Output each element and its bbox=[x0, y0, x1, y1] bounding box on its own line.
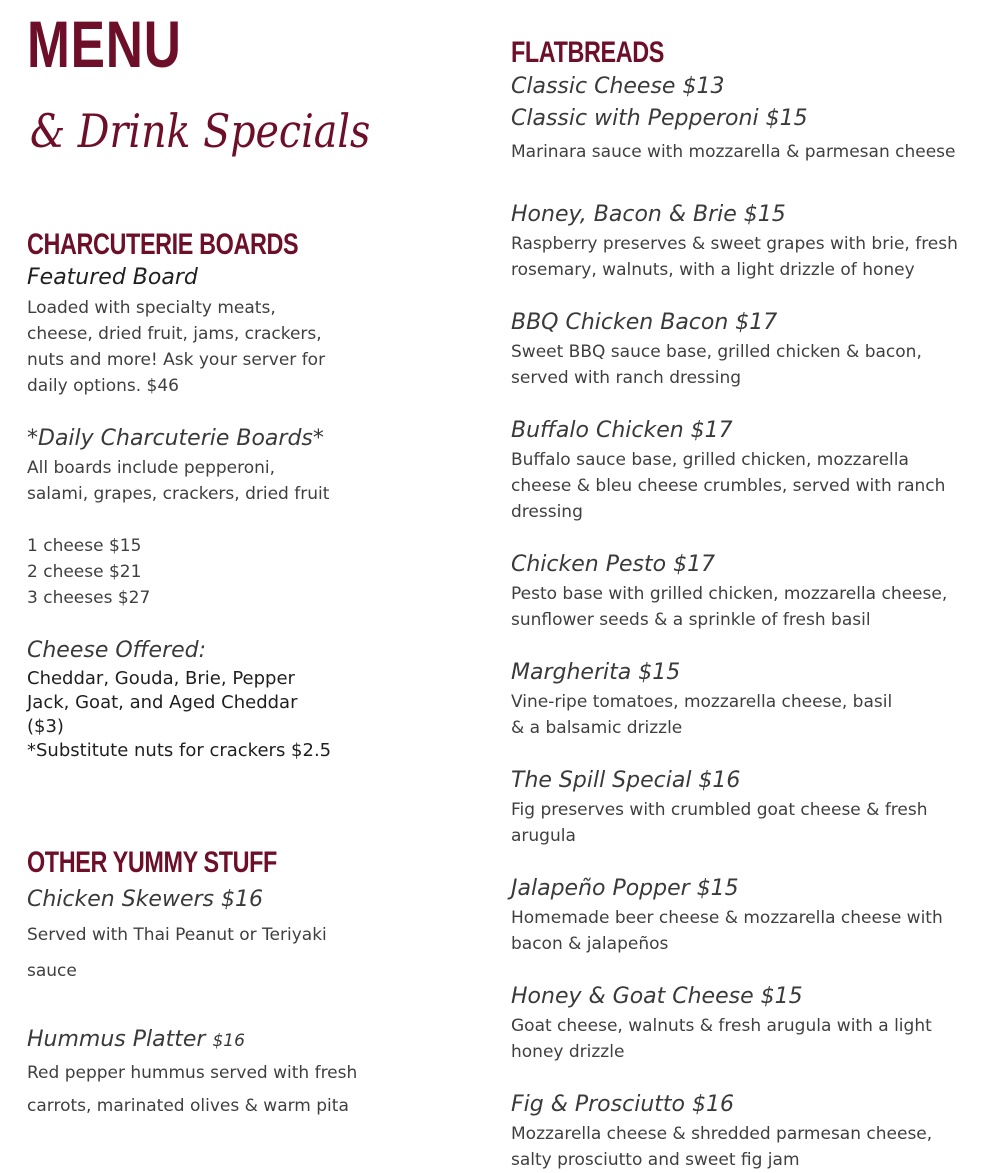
chicken-skewers-name: Chicken Skewers $16 bbox=[27, 887, 263, 912]
daily-boards-description bbox=[27, 455, 329, 507]
flatbread-item-description bbox=[511, 447, 945, 525]
flatbread-item-name: Jalapeño Popper $15 bbox=[511, 876, 739, 901]
description-line: dressing bbox=[511, 502, 583, 522]
classic-cheese-name: Classic Cheese $13 bbox=[511, 74, 725, 99]
description-line: *Substitute nuts for crackers $2.5 bbox=[27, 740, 332, 761]
cheese-price: 3 cheeses $27 bbox=[27, 588, 151, 608]
description-line: Homemade beer cheese & mozzarella cheese with bbox=[511, 908, 943, 928]
description-line: ($3) bbox=[27, 716, 64, 737]
flatbread-item-description bbox=[511, 905, 943, 957]
cheese-offered-label: Cheese Offered: bbox=[27, 638, 207, 663]
cheese-price-list bbox=[27, 533, 150, 611]
daily-boards-name: *Daily Charcuterie Boards* bbox=[27, 426, 324, 451]
description-line: All boards include pepperoni, bbox=[27, 458, 276, 478]
flatbread-item-name: BBQ Chicken Bacon $17 bbox=[511, 310, 778, 335]
description-line: bacon & jalapeños bbox=[511, 934, 669, 954]
description-line: served with ranch dressing bbox=[511, 368, 742, 388]
description-line: carrots, marinated olives & warm pita bbox=[27, 1096, 349, 1116]
flatbread-item-description bbox=[511, 1121, 932, 1173]
description-line: Sweet BBQ sauce base, grilled chicken & bacon, bbox=[511, 342, 922, 362]
flatbread-item-description bbox=[511, 797, 928, 849]
description-line: Mozzarella cheese & shredded parmesan cheese, bbox=[511, 1124, 933, 1144]
description-line: Served with Thai Peanut or Teriyaki bbox=[27, 925, 327, 945]
description-line: salty prosciutto and sweet fig jam bbox=[511, 1150, 800, 1170]
description-line: Goat cheese, walnuts & fresh arugula with a light bbox=[511, 1016, 932, 1036]
cheese-price: 2 cheese $21 bbox=[27, 562, 142, 582]
description-line: Buffalo sauce base, grilled chicken, mozzarella bbox=[511, 450, 909, 470]
description-line: Loaded with specialty meats, bbox=[27, 298, 276, 318]
flatbread-item-description bbox=[511, 231, 958, 283]
classic-pepperoni-name: Classic with Pepperoni $15 bbox=[511, 106, 808, 131]
flatbread-item-description bbox=[511, 339, 922, 391]
flatbread-item-description bbox=[511, 689, 892, 741]
description-line: Pesto base with grilled chicken, mozzarella cheese, bbox=[511, 584, 948, 604]
hummus-platter-price: $16 bbox=[212, 1031, 245, 1051]
description-line: Fig preserves with crumbled goat cheese & fresh bbox=[511, 800, 928, 820]
description-line: Marinara sauce with mozzarella & parmesan cheese bbox=[511, 142, 956, 162]
hummus-platter-description bbox=[27, 1057, 357, 1123]
description-line: cheese, dried fruit, jams, crackers, bbox=[27, 324, 322, 344]
description-line: sauce bbox=[27, 961, 77, 981]
flatbread-item-name: Honey, Bacon & Brie $15 bbox=[511, 202, 786, 227]
hummus-platter-name bbox=[27, 1025, 245, 1056]
description-line: daily options. $46 bbox=[27, 376, 179, 396]
description-line: sunflower seeds & a sprinkle of fresh basil bbox=[511, 610, 871, 630]
other-yummy-heading: OTHER YUMMY STUFF bbox=[27, 846, 277, 879]
description-line: Jack, Goat, and Aged Cheddar bbox=[27, 692, 298, 713]
featured-board-name: Featured Board bbox=[27, 265, 198, 290]
cheese-price: 1 cheese $15 bbox=[27, 536, 142, 556]
cheese-offered-description bbox=[27, 667, 331, 763]
description-line: cheese & bleu cheese crumbles, served with ranch bbox=[511, 476, 946, 496]
description-line: nuts and more! Ask your server for bbox=[27, 350, 326, 370]
description-line: salami, grapes, crackers, dried fruit bbox=[27, 484, 330, 504]
flatbread-item-description bbox=[511, 1013, 932, 1065]
hummus-platter-title: Hummus Platter bbox=[27, 1027, 206, 1052]
menu-title: MENU bbox=[27, 7, 182, 81]
flatbread-item-name: Fig & Prosciutto $16 bbox=[511, 1092, 734, 1117]
flatbreads-heading: FLATBREADS bbox=[511, 36, 664, 69]
description-line: Vine-ripe tomatoes, mozzarella cheese, basil bbox=[511, 692, 893, 712]
flatbread-item-name: Honey & Goat Cheese $15 bbox=[511, 984, 803, 1009]
flatbread-item-name: Chicken Pesto $17 bbox=[511, 552, 716, 577]
description-line: honey drizzle bbox=[511, 1042, 625, 1062]
featured-board-description bbox=[27, 295, 325, 399]
description-line: Red pepper hummus served with fresh bbox=[27, 1063, 358, 1083]
flatbread-item-description bbox=[511, 581, 947, 633]
menu-subtitle: & Drink Specials bbox=[30, 104, 371, 158]
description-line: & a balsamic drizzle bbox=[511, 718, 683, 738]
description-line: arugula bbox=[511, 826, 576, 846]
description-line: Cheddar, Gouda, Brie, Pepper bbox=[27, 668, 295, 689]
description-line: rosemary, walnuts, with a light drizzle of honey bbox=[511, 260, 915, 280]
description-line: Raspberry preserves & sweet grapes with brie, fresh bbox=[511, 234, 958, 254]
flatbread-item-name: Margherita $15 bbox=[511, 660, 681, 685]
flatbread-item-name: The Spill Special $16 bbox=[511, 768, 741, 793]
flatbread-item-name: Buffalo Chicken $17 bbox=[511, 418, 733, 443]
charcuterie-heading: CHARCUTERIE BOARDS bbox=[27, 228, 299, 261]
classic-description bbox=[511, 139, 955, 165]
chicken-skewers-description bbox=[27, 917, 327, 989]
